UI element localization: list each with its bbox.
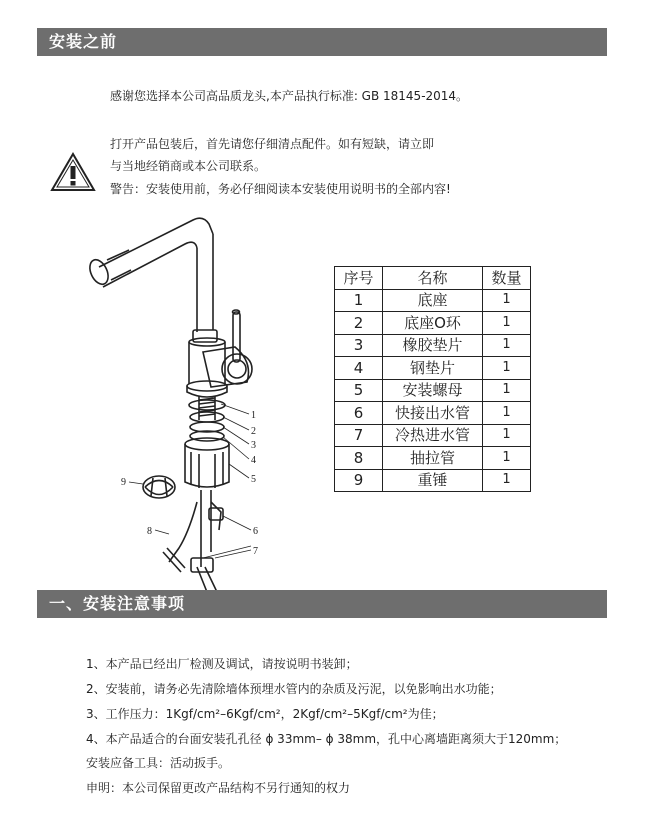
cell-qty: 1 xyxy=(483,289,531,312)
table-row xyxy=(335,469,531,492)
intro-text: 感谢您选择本公司高品质龙头,本产品执行标准: GB 18145-2014。 xyxy=(110,89,469,103)
table-row xyxy=(335,402,531,425)
warning-line-1: 打开产品包装后，首先请您仔细清点配件。如有短缺，请立即 xyxy=(110,137,435,151)
cell-index: 6 xyxy=(335,402,383,425)
warning-line-2: 与当地经销商或本公司联系。 xyxy=(110,159,267,173)
cell-name: 安装螺母 xyxy=(383,379,483,402)
cell-qty: 1 xyxy=(483,334,531,357)
header-index: 序号 xyxy=(335,267,383,290)
label-8: 8 xyxy=(147,526,152,537)
table-row xyxy=(335,424,531,447)
table-row xyxy=(335,289,531,312)
table-row xyxy=(335,312,531,335)
cell-name: 橡胶垫片 xyxy=(383,334,483,357)
note-tools: 安装应备工具：活动扳手。 xyxy=(86,756,231,770)
cell-name: 快接出水管 xyxy=(383,402,483,425)
section-header-before-install: 安装之前 xyxy=(37,28,607,56)
note-2: 2、安装前，请务必先清除墙体预埋水管内的杂质及污泥，以免影响出水功能； xyxy=(86,682,502,696)
cell-index: 2 xyxy=(335,312,383,335)
table-row xyxy=(335,357,531,380)
label-6: 6 xyxy=(253,526,258,537)
label-3: 3 xyxy=(251,440,256,451)
label-5: 5 xyxy=(251,474,256,485)
cell-qty: 1 xyxy=(483,379,531,402)
cell-qty: 1 xyxy=(483,424,531,447)
note-statement: 申明：本公司保留更改产品结构不另行通知的权力 xyxy=(86,781,351,795)
cell-index: 7 xyxy=(335,424,383,447)
note-4: 4、本产品适合的台面安装孔孔径 ϕ 33mm– ϕ 38mm，孔中心离墙距离须大于120mm； xyxy=(86,732,567,746)
label-7: 7 xyxy=(253,546,258,557)
cell-qty: 1 xyxy=(483,447,531,470)
header-qty: 数量 xyxy=(483,267,531,290)
cell-index: 1 xyxy=(335,289,383,312)
section-header-install-notes: 一、安装注意事项 xyxy=(37,590,607,618)
table-row xyxy=(335,447,531,470)
cell-index: 5 xyxy=(335,379,383,402)
cell-name: 底座O环 xyxy=(383,312,483,335)
cell-qty: 1 xyxy=(483,357,531,380)
cell-name: 重锤 xyxy=(383,469,483,492)
cell-qty: 1 xyxy=(483,469,531,492)
cell-name: 冷热进水管 xyxy=(383,424,483,447)
cell-index: 4 xyxy=(335,357,383,380)
cell-index: 8 xyxy=(335,447,383,470)
cell-name: 抽拉管 xyxy=(383,447,483,470)
cell-name: 钢垫片 xyxy=(383,357,483,380)
cell-qty: 1 xyxy=(483,312,531,335)
cell-name: 底座 xyxy=(383,289,483,312)
cell-index: 3 xyxy=(335,334,383,357)
header-name: 名称 xyxy=(383,267,483,290)
table-row xyxy=(335,334,531,357)
note-1: 1、本产品已经出厂检测及调试，请按说明书装卸； xyxy=(86,657,358,671)
label-4: 4 xyxy=(251,455,256,466)
note-3: 3、工作压力：1Kgf/cm²–6Kgf/cm²，2Kgf/cm²–5Kgf/cm²为佳； xyxy=(86,707,444,721)
label-2: 2 xyxy=(251,426,256,437)
warning-triangle-icon xyxy=(50,152,96,192)
cell-index: 9 xyxy=(335,469,383,492)
warning-line-3: 警告：安装使用前，务必仔细阅读本安装使用说明书的全部内容! xyxy=(110,182,451,196)
cell-qty: 1 xyxy=(483,402,531,425)
faucet-exploded-diagram xyxy=(85,212,285,592)
label-9: 9 xyxy=(121,477,126,488)
parts-table xyxy=(334,266,531,492)
table-header-row xyxy=(335,267,531,290)
label-1: 1 xyxy=(251,410,256,421)
table-row xyxy=(335,379,531,402)
